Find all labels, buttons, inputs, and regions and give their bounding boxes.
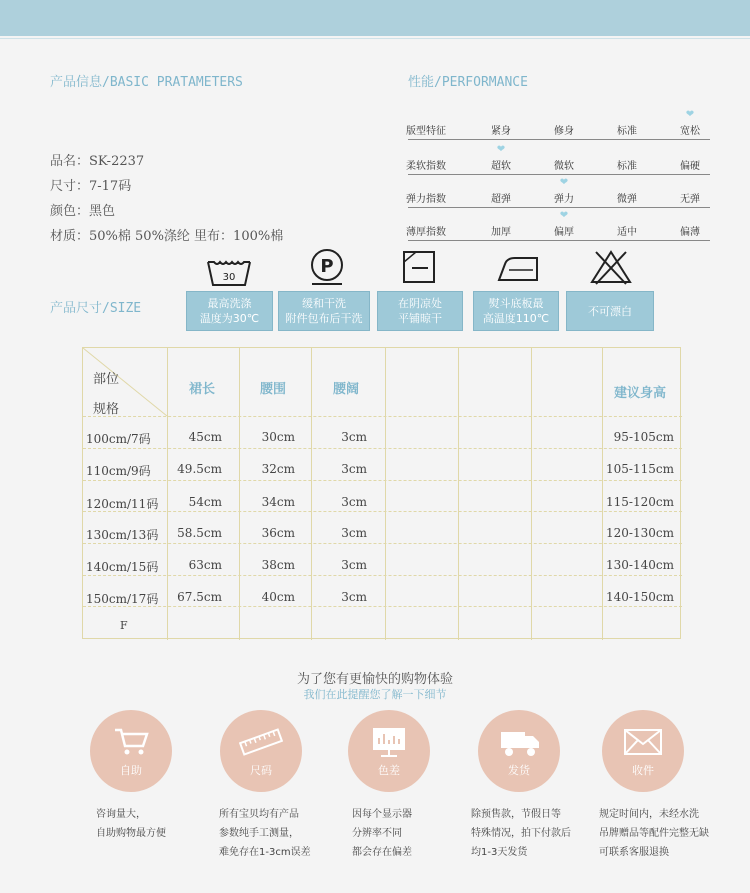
notice-subtitle: 我们在此提醒您了解一下细节 (303, 688, 447, 701)
notice-text-line: 所有宝贝均有产品 (219, 809, 299, 820)
table-cell: 115-120cm (606, 495, 674, 509)
heart-icon: ❤ (559, 177, 569, 188)
table-column-divider (311, 348, 312, 640)
notice-circle (90, 710, 172, 792)
notice-circle-label: 收件 (632, 764, 654, 777)
wash-30-icon (204, 252, 254, 292)
care-label: 最高洗涤 温度为30℃ (186, 291, 273, 331)
performance-option: 微软 (554, 161, 574, 172)
table-column-divider (602, 348, 603, 640)
banner-divider (0, 38, 750, 39)
table-column-divider (167, 348, 168, 640)
dry-flat-shade-icon (394, 248, 444, 288)
notice-circle (602, 710, 684, 792)
table-cell: 105-115cm (606, 462, 674, 476)
notice-circle (478, 710, 560, 792)
performance-option: 弹力 (554, 194, 574, 205)
dry-clean-p-icon (302, 247, 352, 287)
performance-row (408, 178, 710, 208)
notice-text-line: 因每个显示器 (352, 809, 412, 820)
size-title: 产品尺寸/SIZE (50, 301, 142, 316)
table-cell: 67.5cm (177, 590, 222, 604)
performance-option: 偏厚 (554, 227, 574, 238)
performance-option: 偏薄 (680, 227, 700, 238)
table-cell: 63cm (188, 558, 222, 572)
envelope-icon (621, 722, 665, 760)
corner-bottom-label: 规格 (93, 402, 120, 417)
notice-text-line: 自助购物最方便 (96, 828, 166, 839)
wash-temp-text: 30 (222, 272, 236, 283)
notice-circle-label: 色差 (378, 764, 400, 777)
notice-text-line: 参数纯手工测量， (219, 828, 299, 839)
table-column-divider (531, 348, 532, 640)
notice-text-line: 都会存在偏差 (352, 847, 412, 858)
performance-row (408, 110, 710, 140)
info-size: 尺寸：7-17码 (50, 179, 132, 194)
table-cell: 58.5cm (177, 526, 222, 540)
notice-text-line: 咨询量大， (96, 809, 146, 820)
heart-icon: ❤ (559, 210, 569, 221)
table-cell: 54cm (188, 495, 222, 509)
performance-option: 加厚 (491, 227, 511, 238)
table-cell: 130-140cm (606, 558, 674, 572)
table-cell: 150cm/17码 (86, 592, 159, 606)
table-cell: 3cm (341, 558, 367, 572)
svg-text:P: P (320, 256, 334, 277)
table-column-divider (385, 348, 386, 640)
table-cell: 3cm (341, 495, 367, 509)
performance-option: 标准 (617, 161, 637, 172)
table-column-divider (239, 348, 240, 640)
notice-text (599, 805, 709, 862)
info-material: 材质：50%棉 50%涤纶 里布：100%棉 (50, 229, 284, 244)
table-cell: 130cm/13码 (86, 528, 159, 542)
notice-circle (220, 710, 302, 792)
table-cell: 140-150cm (606, 590, 674, 604)
table-cell: 40cm (261, 590, 295, 604)
notice-text-line: 特殊情况，拍下付款后 (471, 828, 571, 839)
size-table (82, 347, 681, 639)
info-name: 品名：SK-2237 (50, 154, 145, 169)
table-row-divider (83, 606, 682, 607)
table-cell: 140cm/15码 (86, 560, 159, 574)
cart-icon (109, 722, 153, 760)
iron-110-icon (493, 248, 543, 288)
performance-option: 超软 (491, 161, 511, 172)
notice-text-line: 均1-3天发货 (471, 847, 528, 858)
table-row-divider (83, 448, 682, 449)
care-label: 熨斗底板最 高温度110℃ (473, 291, 559, 331)
truck-icon (497, 722, 541, 760)
notice-text-line: 吊牌赠品等配件完整无缺 (599, 828, 709, 839)
performance-option: 微弹 (617, 194, 637, 205)
table-row-divider (83, 416, 682, 417)
table-cell: 110cm/9码 (86, 464, 151, 478)
care-label: 不可漂白 (566, 291, 654, 331)
table-header: 裙长 (189, 382, 216, 397)
monitor-icon (367, 722, 411, 760)
table-column-divider (458, 348, 459, 640)
notice-text (471, 805, 571, 862)
notice-text (96, 805, 166, 843)
table-row-divider (83, 480, 682, 481)
ruler-icon (239, 722, 283, 760)
performance-row (408, 211, 710, 241)
top-banner (0, 0, 750, 36)
table-cell: 3cm (341, 526, 367, 540)
table-cell: 3cm (341, 462, 367, 476)
no-bleach-icon (586, 248, 636, 288)
table-cell: 3cm (341, 590, 367, 604)
table-row-divider (83, 575, 682, 576)
table-cell: 49.5cm (177, 462, 222, 476)
performance-row-label: 柔软指数 (406, 161, 446, 172)
table-cell: 36cm (261, 526, 295, 540)
table-cell: 95-105cm (613, 430, 674, 444)
notice-text-line: 可联系客服退换 (599, 847, 669, 858)
performance-option: 无弹 (680, 194, 700, 205)
info-title: 产品信息/BASIC PRATAMETERS (50, 75, 243, 90)
notice-text-line: 规定时间内，未经水洗 (599, 809, 699, 820)
notice-circle (348, 710, 430, 792)
performance-option: 宽松 (680, 126, 700, 137)
notice-title: 为了您有更愉快的购物体验 (296, 672, 453, 687)
table-cell: 34cm (261, 495, 295, 509)
care-label: 缓和干洗 附件包布后干洗 (278, 291, 370, 331)
notice-circle-label: 尺码 (250, 764, 272, 777)
performance-option: 超弹 (491, 194, 511, 205)
info-color: 颜色：黑色 (50, 204, 116, 219)
notice-circle-label: 发货 (508, 764, 530, 777)
performance-option: 标准 (617, 126, 637, 137)
table-header: 建议身高 (614, 386, 667, 401)
table-cell: 120cm/11码 (86, 497, 159, 511)
corner-top-label: 部位 (93, 372, 120, 387)
notice-text-line: 分辨率不同 (352, 828, 402, 839)
table-cell: 3cm (341, 430, 367, 444)
table-row-divider (83, 511, 682, 512)
table-cell: 38cm (261, 558, 295, 572)
table-header: 腰阔 (333, 382, 360, 397)
performance-title: 性能/PERFORMANCE (408, 75, 528, 90)
performance-row-label: 版型特征 (406, 126, 446, 137)
performance-row-label: 薄厚指数 (406, 227, 446, 238)
table-cell: 45cm (188, 430, 222, 444)
notice-text-line: 除预售款，节假日等 (471, 809, 561, 820)
table-cell: 30cm (261, 430, 295, 444)
notice-text (352, 805, 412, 862)
table-cell: 120-130cm (606, 526, 674, 540)
table-row-divider (83, 543, 682, 544)
performance-row-label: 弹力指数 (406, 194, 446, 205)
table-cell: 32cm (261, 462, 295, 476)
care-label: 在阴凉处 平铺晾干 (377, 291, 463, 331)
notice-text (219, 805, 311, 862)
performance-option: 紧身 (491, 126, 511, 137)
performance-option: 偏硬 (680, 161, 700, 172)
performance-option: 修身 (554, 126, 574, 137)
heart-icon: ❤ (496, 144, 506, 155)
heart-icon: ❤ (685, 109, 695, 120)
table-header: 腰围 (260, 382, 287, 397)
footer-code: F (120, 619, 128, 632)
notice-text-line: 难免存在1-3cm误差 (219, 847, 311, 858)
performance-option: 适中 (617, 227, 637, 238)
performance-row (408, 145, 710, 175)
table-cell: 100cm/7码 (86, 432, 151, 446)
notice-circle-label: 自助 (120, 764, 142, 777)
